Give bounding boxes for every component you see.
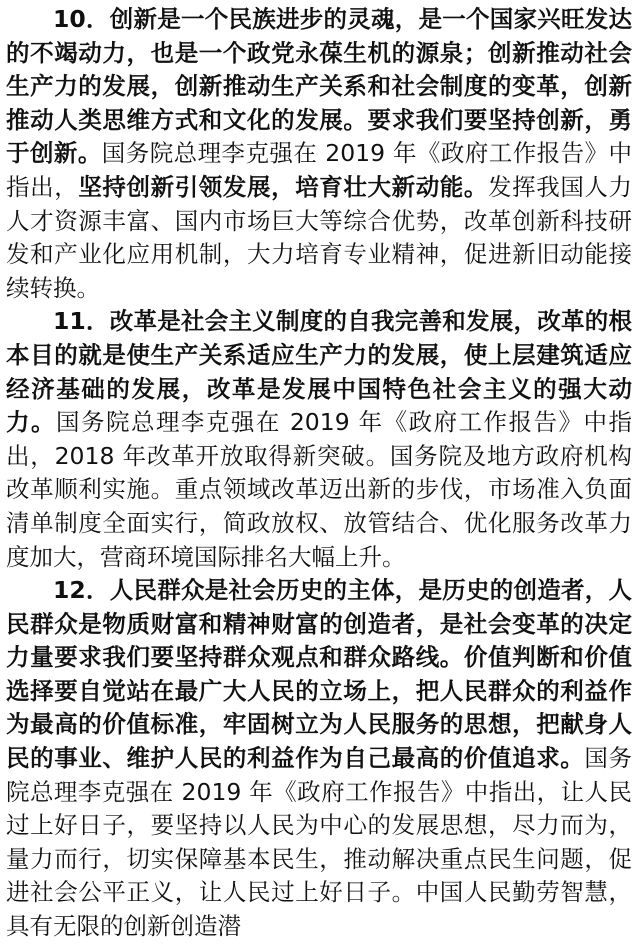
section-10-paragraph	[6, 3, 632, 305]
section-10-bold-lead: ．创新是一个民族进步的灵魂，是一个国家兴旺发达的不竭动力，也是一个政党永葆生机的源泉；创新推动社会生产力的发展，创新推动生产关系和社会制度的变革，创新推动人类思维方式和文化的发展。要求我们要坚持创新，勇于创新。	[6, 5, 632, 168]
section-11-number: 11	[53, 307, 86, 336]
section-12-number: 12	[53, 576, 86, 605]
section-11-bold-lead: ．改革是社会主义制度的自我完善和发展，改革的根本目的就是使生产关系适应生产力的发展，使上层建筑适应经济基础的发展，改革是发展中国特色社会主义的强大动力。	[6, 307, 632, 437]
section-10-number: 10	[53, 5, 86, 33]
section-11-paragraph	[6, 305, 632, 574]
section-10-text-2: 发挥我国人力人才资源丰富、国内市场巨大等综合优势，改革创新科技研发和产业化应用机制，大力培育专业精神，促进新旧动能接续转换。	[6, 172, 633, 302]
section-10-bold-2: 坚持创新引领发展，培育壮大新动能。	[78, 172, 489, 201]
section-10-text-1: 国务院总理李克强在 2019 年《政府工作报告》中指出，	[6, 139, 633, 201]
section-12-bold-lead: ．人民群众是社会历史的主体，是历史的创造者，人民群众是物质财富和精神财富的创造者，是社会变革的决定力量要求我们要坚持群众观点和群众路线。价值判断和价值选择要自觉站在最广大人民的立场上，把人民群众的利益作为最高的价值标准，牢固树立为人民服务的思想，把献身人民的事业、维护人民的利益作为自己最高的价值追求。	[6, 576, 632, 773]
section-12-paragraph	[6, 574, 632, 944]
section-11-text-1: 国务院总理李克强在 2019 年《政府工作报告》中指出，2018 年改革开放取得新突破。国务院及地方政府机构改革顺利实施。重点领域改革迈出新的步伐，市场准入负面清单制度全面实行，简政放权、放管结合、优化服务改革力度加大，营商环境国际排名大幅上升。	[6, 408, 633, 571]
section-12-text-1: 国务院总理李克强在 2019 年《政府工作报告》中指出，让人民过上好日子，要坚持以人民为中心的发展思想，尽力而为，量力而行，切实保障基本民生，推动解决重点民生问题，促进社会公平正义，让人民过上好日子。中国人民勤劳智慧，具有无限的创新创造潜	[6, 744, 633, 941]
